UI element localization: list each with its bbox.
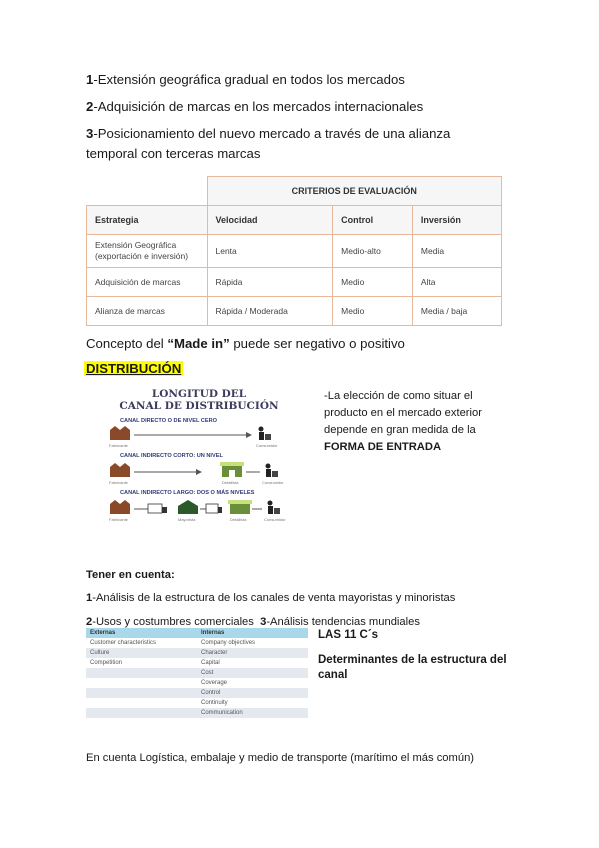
table-cell: Medio xyxy=(333,297,413,326)
table-cell: Company objectives xyxy=(197,638,308,648)
table-cell: Rápida xyxy=(207,268,333,297)
factory-icon xyxy=(110,500,130,514)
eleven-c-side xyxy=(318,628,528,683)
table-row xyxy=(86,658,308,668)
table-row xyxy=(86,708,308,718)
eleven-c-subtitle-1: Determinantes de la estructura del xyxy=(318,654,507,666)
table-cell xyxy=(86,698,197,708)
entry-form-note: -La elección de como situar el producto en el mercado exterior depende en gran medida de la FORMA DE ENTRADA xyxy=(324,390,482,453)
table-cell: Communication xyxy=(197,708,308,718)
channel-title: CANAL INDIRECTO LARGO: DOS O MÁS NIVELES xyxy=(120,490,255,496)
table-cell xyxy=(86,708,197,718)
eleven-c-title: LAS 11 C´s xyxy=(318,629,379,641)
table-cell: Cost xyxy=(197,668,308,678)
table-row xyxy=(86,638,308,648)
fabricante-label: Fabricante xyxy=(109,517,128,522)
table-row xyxy=(87,235,502,268)
table-row xyxy=(86,648,308,658)
fabricante-label: Fabricante xyxy=(109,443,128,448)
table-cell: Media xyxy=(412,235,501,268)
truck-icon xyxy=(148,504,167,513)
channel-long-diagram xyxy=(96,496,302,522)
channel-direct-diagram xyxy=(96,424,302,448)
figure-title-2: CANAL DE DISTRIBUCIÓN xyxy=(119,400,279,412)
table-cell: Capital xyxy=(197,658,308,668)
consumer-icon xyxy=(268,501,281,515)
eleven-c-table xyxy=(86,628,308,718)
detallista-label: Detallista xyxy=(222,480,239,485)
table-cell: Alta xyxy=(412,268,501,297)
item-1: 1-Extensión geográfica gradual en todos los mercados xyxy=(86,72,405,87)
tener-line-1: 1-Análisis de la estructura de los canales de venta mayoristas y minoristas xyxy=(86,592,456,605)
store-icon xyxy=(228,500,252,514)
table-cell: Rápida / Moderada xyxy=(207,297,333,326)
factory-icon xyxy=(110,463,130,477)
table-row xyxy=(87,297,502,326)
channel-title: CANAL INDIRECTO CORTO: UN NIVEL xyxy=(120,453,223,459)
channel-title: CANAL DIRECTO O DE NIVEL CERO xyxy=(120,418,217,424)
table-cell: Media / baja xyxy=(412,297,501,326)
table-cell: Competition xyxy=(86,658,197,668)
mayorista-label: Mayorista xyxy=(178,517,196,522)
item-2: 2-Adquisición de marcas en los mercados internacionales xyxy=(86,99,424,114)
logistics-note: En cuenta Logística, embalaje y medio de transporte (marítimo el más común) xyxy=(86,752,475,765)
table-cell: Lenta xyxy=(207,235,333,268)
table-cell: Adquisición de marcas xyxy=(87,268,208,297)
table-row xyxy=(86,698,308,708)
truck-icon xyxy=(206,504,222,513)
table-cell xyxy=(86,668,197,678)
warehouse-icon xyxy=(178,500,198,514)
table-cell: Medio xyxy=(333,268,413,297)
consumer-icon xyxy=(266,464,279,478)
col-header: Estrategia xyxy=(87,206,208,235)
consumidor-label: Consumidor xyxy=(264,517,286,522)
table-cell: Medio-alto xyxy=(333,235,413,268)
distribution-channel-figure xyxy=(96,388,302,528)
made-in-line: Concepto del “Made in” puede ser negativo o positivo xyxy=(86,336,405,351)
col-header: Velocidad xyxy=(207,206,333,235)
figure-title-1: LONGITUD DEL xyxy=(151,388,247,400)
col-header: Externas xyxy=(86,628,197,638)
table-cell xyxy=(86,678,197,688)
store-icon xyxy=(220,462,244,477)
col-header: Control xyxy=(333,206,413,235)
table-cell: Culture xyxy=(86,648,197,658)
criteria-group-header: CRITERIOS DE EVALUACIÓN xyxy=(207,177,502,206)
col-header: Inversión xyxy=(412,206,501,235)
section-heading: DISTRIBUCIÓN xyxy=(86,361,182,376)
table-cell: Customer characteristics xyxy=(86,638,197,648)
table-row xyxy=(87,268,502,297)
tener-line-2: 2-Usos y costumbres comerciales 3-Análisis tendencias mundiales xyxy=(86,616,420,629)
table-cell xyxy=(86,688,197,698)
table-cell: Alianza de marcas xyxy=(87,297,208,326)
table-row xyxy=(86,668,308,678)
table-row xyxy=(86,678,308,688)
table-row xyxy=(86,688,308,698)
channel-short-diagram xyxy=(96,459,302,485)
criteria-table xyxy=(86,176,502,326)
table-cell: Extensión Geográfica (exportación e inversión) xyxy=(87,235,208,268)
table-cell: Coverage xyxy=(197,678,308,688)
factory-icon xyxy=(110,426,130,440)
item-3: 3-Posicionamiento del nuevo mercado a través de una alianza xyxy=(86,126,451,141)
consumidor-label: Consumidor xyxy=(256,443,278,448)
tener-heading: Tener en cuenta: xyxy=(86,569,175,582)
detallista-label: Detallista xyxy=(230,517,247,522)
consumer-icon xyxy=(259,427,272,441)
fabricante-label: Fabricante xyxy=(109,480,128,485)
col-header: Internas xyxy=(197,628,308,638)
table-cell: Continuity xyxy=(197,698,308,708)
item-3-cont: temporal con terceras marcas xyxy=(86,146,261,161)
table-cell: Character xyxy=(197,648,308,658)
table-cell: Control xyxy=(197,688,308,698)
consumidor-label: Consumidor xyxy=(262,480,284,485)
eleven-c-subtitle-2: canal xyxy=(318,669,348,681)
